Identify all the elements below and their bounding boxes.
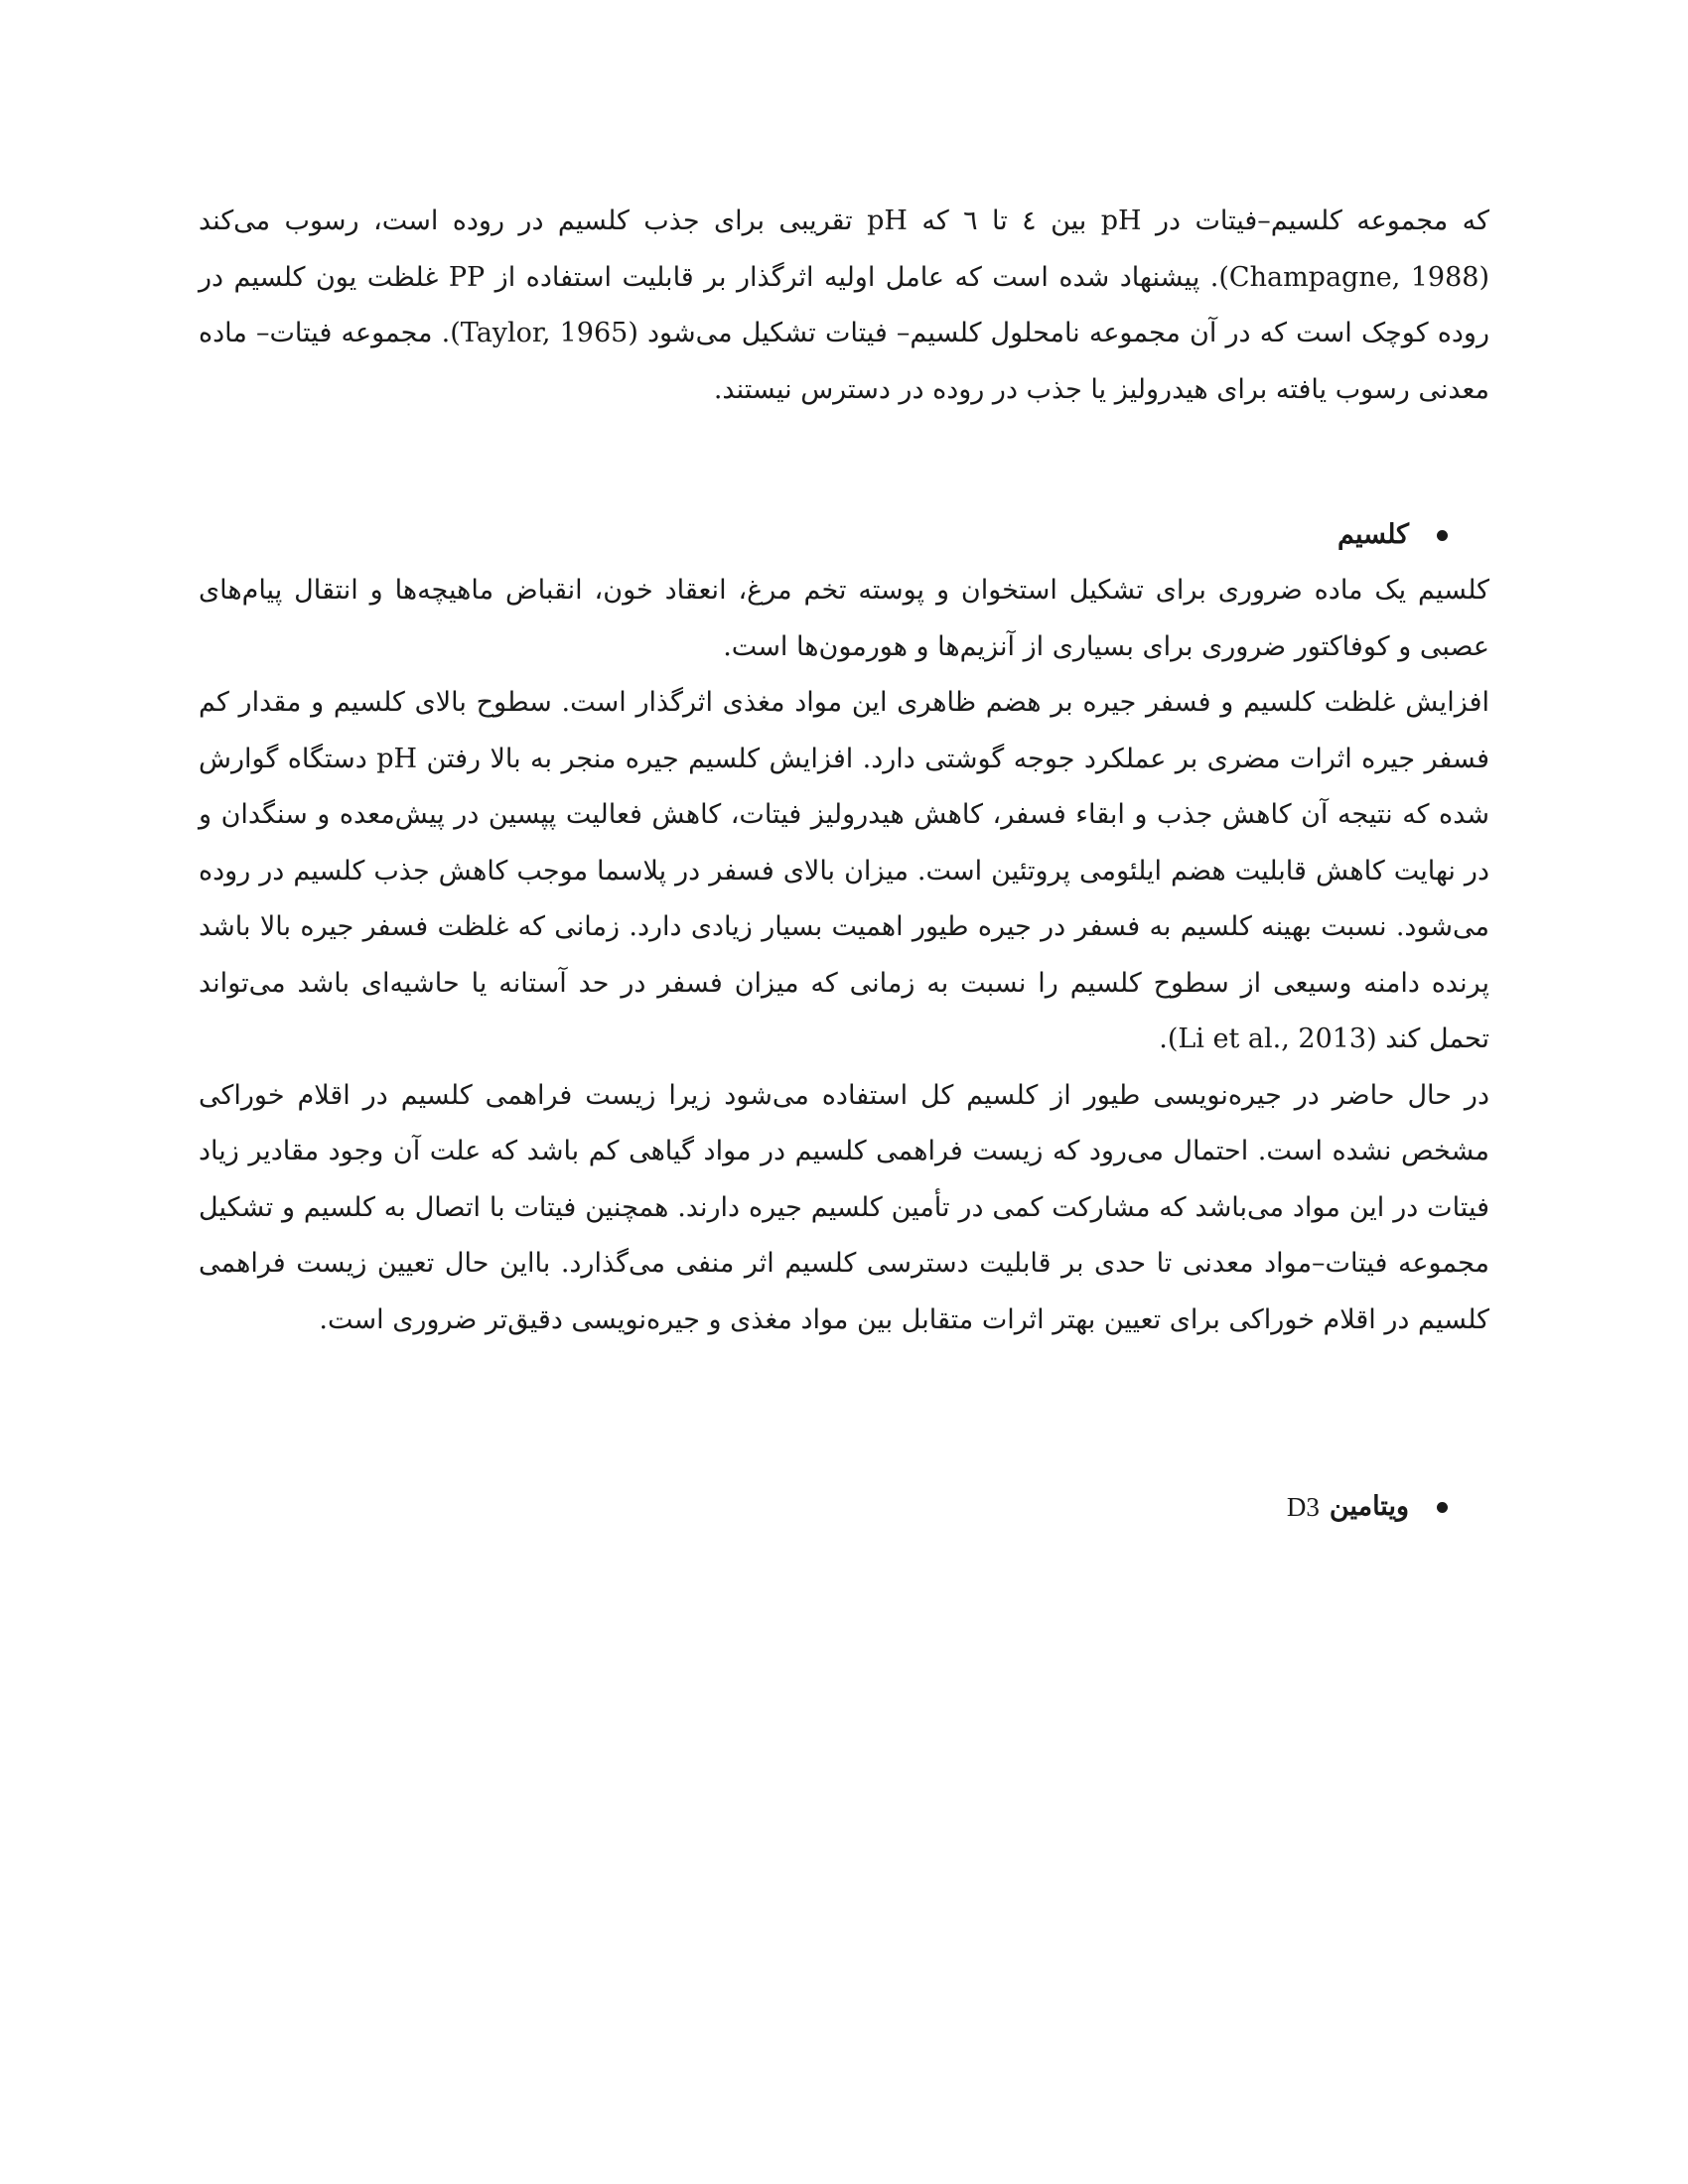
spacer [199, 1348, 1489, 1479]
bullet-icon [1437, 530, 1448, 541]
paragraph-calcium-role: کلسیم یک ماده ضروری برای تشکیل استخوان و پوسته تخم مرغ، انعقاد خون، انقباض ماهیچه‌ها و انتقال پیام‌های عصبی و کوفاکتور ضروری برای بسیاری از آنزیم‌ها و هورمون‌ها است. [199, 575, 1489, 662]
section-heading-calcium [199, 507, 1489, 563]
heading-text: کلسیم [1337, 519, 1409, 550]
bullet-icon [1437, 1502, 1448, 1513]
heading-text: ویتامین [1329, 1491, 1409, 1522]
paragraph-calcium-bioavailability: در حال حاضر در جیره‌نویسی طیور از کلسیم کل استفاده می‌شود زیرا زیست فراهمی کلسیم در اقلام خوراکی مشخص نشده است. احتمال می‌رود که زیست فراهمی کلسیم در مواد گیاهی کم باشد که علت آن وجود مقادیر زیاد فیتات در این مواد می‌باشد که مشارکت کمی در تأمین کلسیم جیره دارند. همچنین فیتات با اتصال به کلسیم و تشکیل مجموعه فیتات–مواد معدنی تا حدی بر قابلیت دسترسی کلسیم اثر منفی می‌گذارد. بااین حال تعیین زیست فراهمی کلسیم در اقلام خوراکی برای تعیین بهتر اثرات متقابل بین مواد مغذی و جیره‌نویسی دقیق‌تر ضروری است. [199, 1079, 1489, 1335]
heading-code: D3 [1286, 1492, 1320, 1522]
spacer [199, 418, 1489, 507]
paragraph-calcium-phosphorus: افزایش غلظت کلسیم و فسفر جیره بر هضم ظاهری این مواد مغذی اثرگذار است. سطوح بالای کلسیم و مقدار کم فسفر جیره اثرات مضری بر عملکرد جوجه گوشتی دارد. افزایش کلسیم جیره منجر به بالا رفتن pH دستگاه گوارش شده که نتیجه آن کاهش جذب و ابقاء فسفر، کاهش هیدرولیز فیتات، کاهش فعالیت پپسین در پیش‌معده و سنگدان و در نهایت کاهش قابلیت هضم ایلئومی پروتئین است. میزان بالای فسفر در پلاسما موجب کاهش جذب کلسیم در روده می‌شود. نسبت بهینه کلسیم به فسفر در جیره طیور اهمیت بسیار زیادی دارد. زمانی که غلظت فسفر جیره بالا باشد پرنده دامنه وسیعی از سطوح کلسیم را نسبت به زمانی که میزان فسفر در حد آستانه یا حاشیه‌ای باشد می‌تواند تحمل کند (Li et al., 2013). [199, 687, 1490, 1054]
document-page [199, 194, 1489, 1535]
section-heading-vitamin-d3 [199, 1479, 1489, 1535]
paragraph-phytate-complex: که مجموعه کلسیم–فیتات در pH بین ٤ تا ٦ که pH تقریبی برای جذب کلسیم در روده است، رسوب می‌کند (Champagne, 1988). پیشنهاد شده است که عامل اولیه اثرگذار بر قابلیت استفاده از PP غلظت یون کلسیم در روده کوچک است که در آن مجموعه نامحلول کلسیم– فیتات تشکیل می‌شود (Taylor, 1965). مجموعه فیتات– ماده معدنی رسوب یافته برای هیدرولیز یا جذب در روده در دسترس نیستند. [199, 205, 1489, 405]
